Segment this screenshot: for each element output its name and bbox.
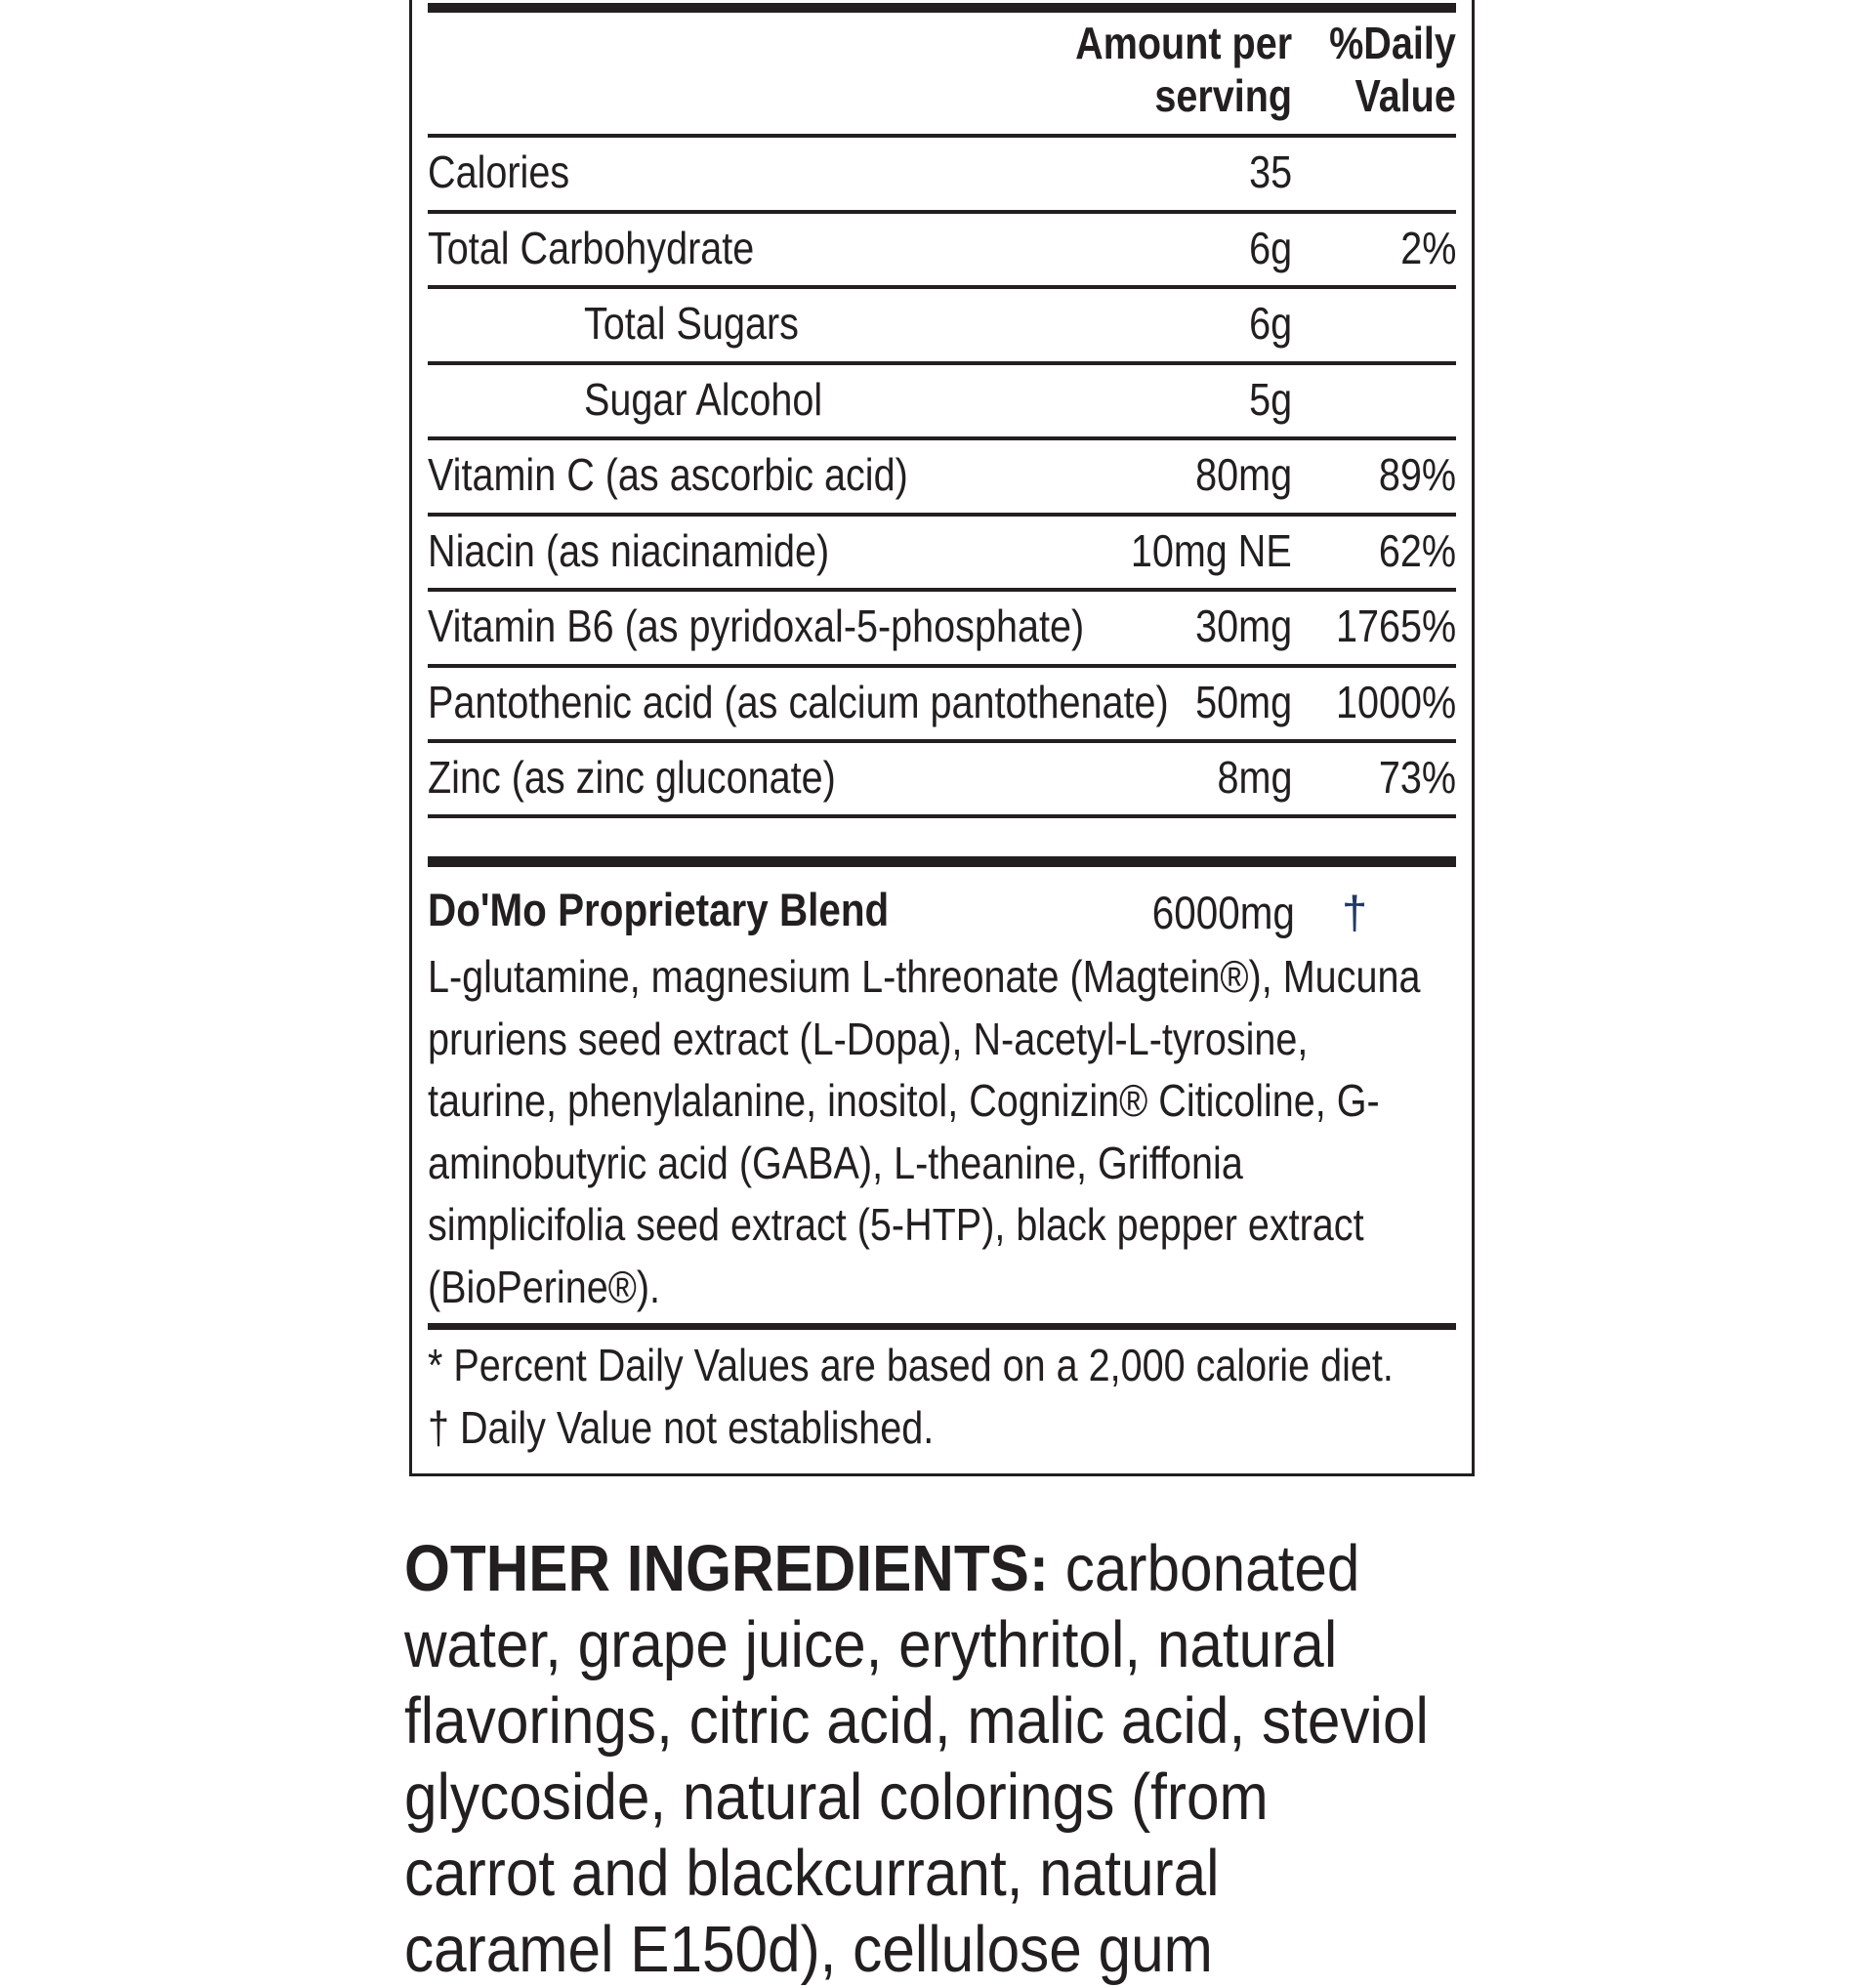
- daily-value-header: %Daily Value: [1329, 18, 1456, 121]
- nutrient-daily-value: 2%: [1399, 223, 1456, 273]
- nutrient-amount: 8mg: [1217, 752, 1292, 803]
- nutrient-name: Niacin (as niacinamide): [428, 525, 830, 576]
- nutrient-amount: 6g: [1248, 298, 1292, 349]
- nutrient-row-calories: [428, 137, 1456, 208]
- dagger-footnote: † Daily Value not established.: [428, 1401, 935, 1453]
- nutrient-name: Sugar Alcohol: [584, 374, 823, 425]
- blend-divider: [428, 856, 1456, 867]
- nutrient-row-sugar-alcohol: [428, 364, 1456, 435]
- nutrient-amount: 30mg: [1195, 601, 1292, 651]
- nutrient-row-zinc: [428, 742, 1456, 813]
- nutrient-daily-value: 1000%: [1335, 677, 1456, 727]
- amount-per-serving-header: Amount per serving: [1075, 18, 1292, 121]
- row-divider: [428, 814, 1456, 818]
- nutrient-daily-value: 62%: [1378, 525, 1456, 576]
- nutrient-row-pantothenic-acid: [428, 667, 1456, 738]
- nutrient-row-total-carbohydrate: [428, 213, 1456, 284]
- nutrient-name: Total Carbohydrate: [428, 223, 755, 273]
- nutrient-name: Vitamin C (as ascorbic acid): [428, 449, 908, 500]
- nutrient-row-vitamin-b6: [428, 591, 1456, 662]
- nutrient-daily-value: 1765%: [1335, 601, 1456, 651]
- footnote-divider: [428, 1323, 1456, 1330]
- footnotes: [428, 1335, 1423, 1459]
- other-ingredients-label: OTHER INGREDIENTS:: [404, 1532, 1049, 1605]
- top-divider: [428, 3, 1456, 13]
- nutrient-name: Calories: [428, 146, 570, 197]
- percent-dv-footnote: * Percent Daily Values are based on a 2,000 calorie diet.: [428, 1340, 1394, 1390]
- nutrient-row-vitamin-c: [428, 439, 1456, 511]
- nutrient-row-niacin: [428, 516, 1456, 587]
- other-ingredients: [404, 1531, 1433, 1988]
- dagger-symbol: †: [1342, 887, 1368, 938]
- nutrient-amount: 5g: [1248, 374, 1292, 425]
- nutrient-daily-value: 89%: [1378, 449, 1456, 500]
- proprietary-blend-amount: 6000mg: [1151, 887, 1295, 938]
- proprietary-blend-title: Do'Mo Proprietary Blend: [428, 884, 890, 935]
- nutrient-amount: 80mg: [1195, 449, 1292, 500]
- proprietary-blend-ingredients: L-glutamine, magnesium L-threonate (Magtein®), Mucuna pruriens seed extract (L-Dopa), N-acetyl-L-tyrosine, taurine, phenylalanine, inositol, Cognizin® Citicoline, G-aminobutyric acid (GABA), L-theanine, Griffonia simplicifolia seed extract (5-HTP), black pepper extract (BioPerine®).: [428, 951, 1421, 1312]
- nutrient-amount: 35: [1248, 146, 1292, 197]
- nutrient-name: Vitamin B6 (as pyridoxal-5-phosphate): [428, 601, 1085, 651]
- supplement-facts-panel: [409, 0, 1475, 1476]
- nutrient-name: Pantothenic acid (as calcium pantothenate): [428, 677, 1169, 727]
- nutrient-amount: 10mg NE: [1131, 525, 1292, 576]
- nutrient-name: Total Sugars: [584, 298, 799, 349]
- nutrient-amount: 6g: [1248, 223, 1292, 273]
- nutrient-amount: 50mg: [1195, 677, 1292, 727]
- nutrient-daily-value: 73%: [1378, 752, 1456, 803]
- other-ingredients-text: carbonated water, grape juice, erythritol, natural flavorings, citric acid, malic acid, steviol glycoside, natural colorings (from carrot and blackcurrant, natural caramel E150d), cellulose gum: [404, 1532, 1429, 1986]
- nutrient-row-total-sugars: [428, 288, 1456, 359]
- nutrient-name: Zinc (as zinc gluconate): [428, 752, 836, 803]
